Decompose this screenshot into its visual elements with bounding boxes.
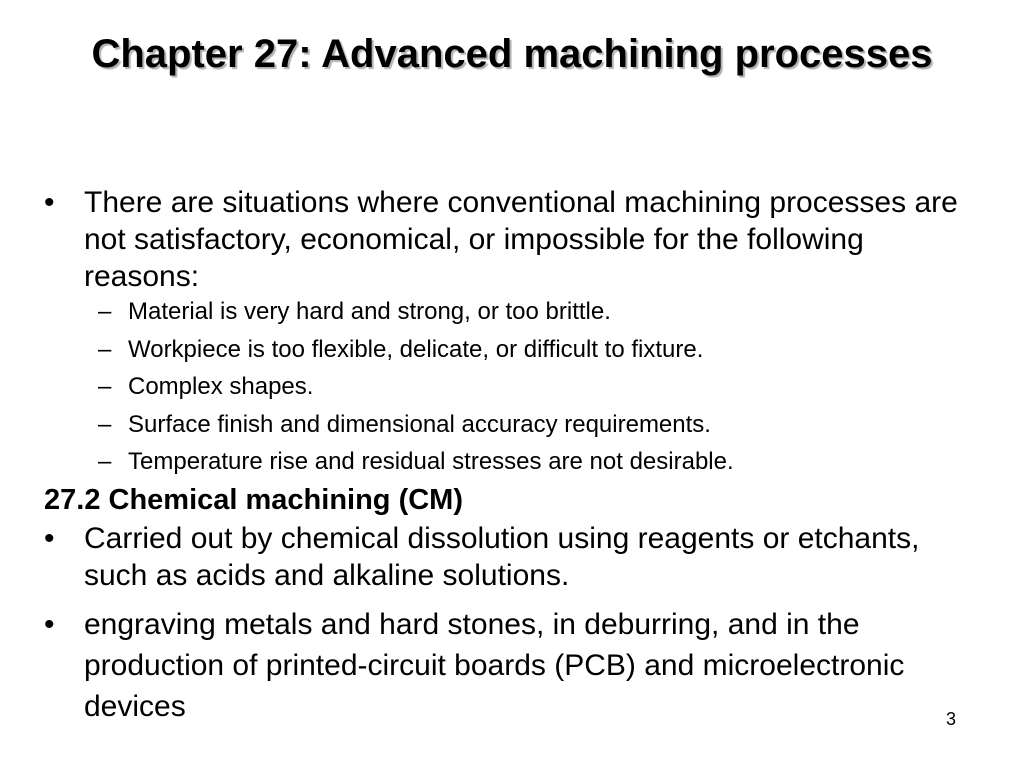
- reasons-list: [44, 297, 984, 477]
- cm-bullet: [44, 604, 984, 727]
- slide-body: [44, 184, 984, 727]
- reason-text: Temperature rise and residual stresses are not desirable.: [128, 448, 734, 475]
- reason-text: Complex shapes.: [128, 373, 314, 400]
- reason-text: Material is very hard and strong, or too brittle.: [128, 298, 611, 325]
- intro-bullet-text: There are situations where conventional machining processes are not satisfactory, economical, or impossible for the following reasons:: [84, 186, 958, 293]
- page-number: 3: [946, 709, 957, 729]
- bullet-marker: •: [44, 521, 55, 555]
- reason-text: Surface finish and dimensional accuracy requirements.: [128, 410, 711, 438]
- reason-item: [44, 447, 984, 477]
- dash-marker: –: [98, 373, 112, 400]
- reason-text: Workpiece is too flexible, delicate, or difficult to fixture.: [128, 335, 704, 363]
- cm-bullet-text: Carried out by chemical dissolution using reagents or etchants, such as acids and alkaline solutions.: [84, 521, 920, 592]
- cm-bullet: [44, 520, 984, 594]
- reason-item: [44, 335, 984, 365]
- section-heading: 27.2 Chemical machining (CM): [44, 483, 463, 516]
- dash-marker: –: [98, 410, 112, 438]
- reason-item: [44, 297, 984, 327]
- bullet-marker: •: [44, 186, 55, 219]
- dash-marker: –: [98, 335, 112, 363]
- dash-marker: –: [98, 448, 112, 475]
- cm-bullet-text: engraving metals and hard stones, in deburring, and in the production of printed-circuit boards (PCB) and microelectronic devices: [84, 607, 905, 723]
- dash-marker: –: [98, 298, 112, 325]
- reason-item: [44, 372, 984, 402]
- slide-title: Chapter 27: Advanced machining processes: [91, 32, 933, 76]
- reason-item: [44, 410, 984, 440]
- bullet-marker: •: [44, 607, 55, 641]
- intro-bullet: [44, 184, 984, 295]
